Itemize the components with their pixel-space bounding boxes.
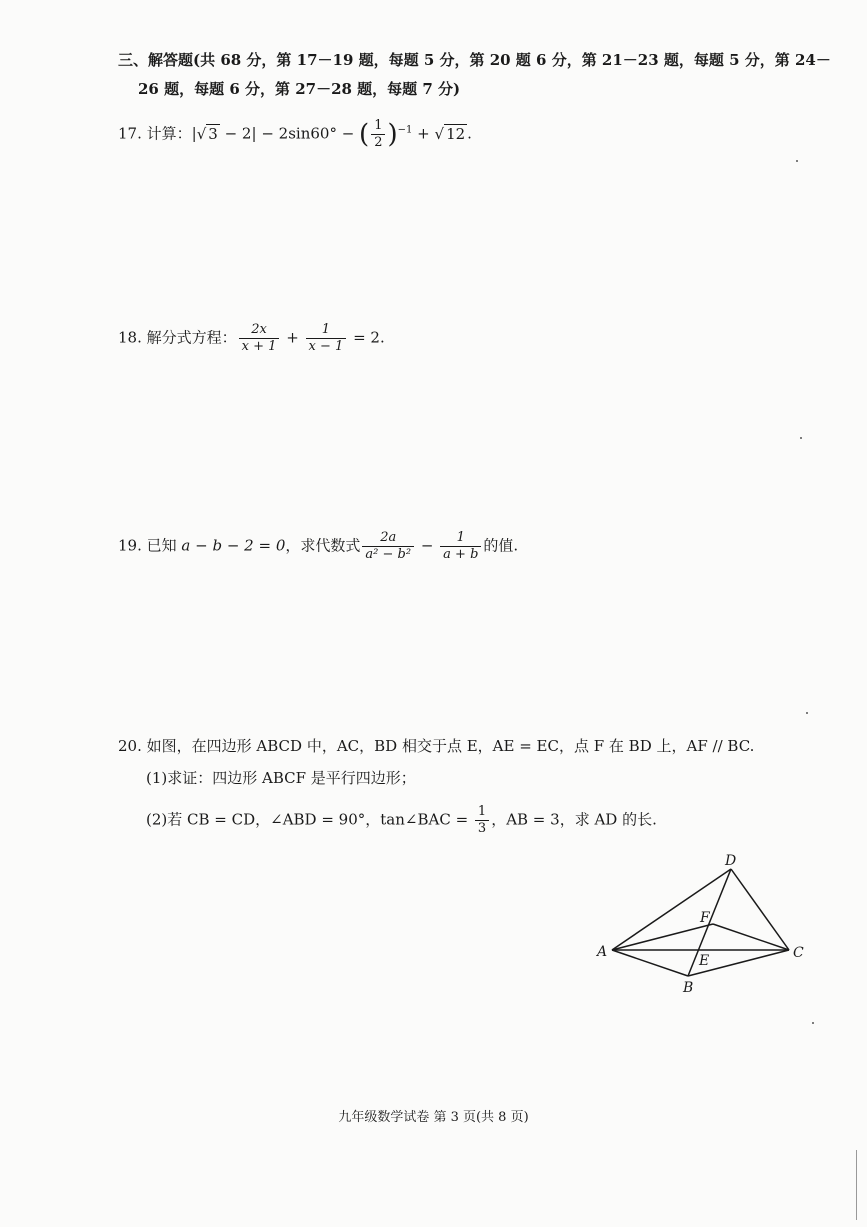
question-20-stem bbox=[118, 736, 754, 756]
geometry-figure bbox=[590, 848, 820, 998]
q17-paren-close: ) bbox=[387, 119, 398, 150]
q19-suffix: 的值. bbox=[483, 536, 519, 555]
question-18 bbox=[118, 322, 385, 355]
q18-fraction-2 bbox=[306, 322, 347, 355]
q18-fraction-1 bbox=[239, 322, 280, 355]
scan-edge-line bbox=[856, 1150, 857, 1220]
q17-half-den: 2 bbox=[374, 135, 383, 150]
q19-frac2-den: a + b bbox=[443, 547, 479, 562]
scan-speck bbox=[800, 437, 802, 439]
q19-mid: ，求代数式 bbox=[285, 536, 361, 555]
label-C: C bbox=[793, 945, 804, 961]
q18-frac2-num: 1 bbox=[306, 322, 347, 339]
q20-tan-fraction bbox=[475, 804, 489, 837]
q19-condition: a − b − 2 = 0 bbox=[181, 536, 286, 555]
sqrt-symbol-icon: √ bbox=[434, 124, 445, 143]
q17-exponent: −1 bbox=[397, 124, 413, 136]
q17-end: . bbox=[467, 124, 472, 143]
q20-number: 20. bbox=[118, 737, 142, 755]
segment-AD bbox=[612, 869, 731, 950]
q18-rhs: = 2. bbox=[348, 328, 385, 347]
q18-frac2-den: x − 1 bbox=[308, 339, 344, 354]
section-header-line2: 26 题，每题 6 分，第 27－28 题，每题 7 分) bbox=[138, 80, 461, 98]
segment-DC bbox=[731, 869, 789, 950]
q19-frac1-den: a² − b² bbox=[365, 547, 412, 562]
q20-stem-text: 如图，在四边形 ABCD 中，AC，BD 相交于点 E，AE = EC，点 F 在 BD 上，AF // BC. bbox=[146, 737, 755, 755]
scan-speck bbox=[812, 1022, 814, 1024]
label-B: B bbox=[683, 980, 694, 996]
segment-AF bbox=[612, 924, 713, 950]
q17-sqrt3 bbox=[197, 124, 220, 144]
q18-number: 18. bbox=[118, 328, 142, 347]
q17-abs-close: | bbox=[251, 124, 257, 143]
q17-minus2: − 2 bbox=[219, 124, 252, 143]
q17-half-num: 1 bbox=[371, 118, 385, 135]
scan-speck bbox=[796, 160, 798, 162]
sqrt-symbol-icon: √ bbox=[196, 124, 207, 143]
q20-part1: (1)求证：四边形 ABCF 是平行四边形； bbox=[146, 769, 416, 787]
q20-tan-den: 3 bbox=[477, 821, 487, 836]
label-D: D bbox=[725, 853, 737, 869]
segment-FC bbox=[713, 924, 789, 950]
q18-frac1-num: 2x bbox=[239, 322, 280, 339]
q17-sqrt12 bbox=[435, 124, 468, 144]
label-A: A bbox=[597, 944, 608, 960]
q17-half-fraction bbox=[371, 118, 385, 151]
q17-radicand-12: 12 bbox=[446, 124, 466, 143]
section-header-line1: 三、解答题(共 68 分，第 17－19 题，每题 5 分，第 20 题 6 分，第 21－23 题，每题 5 分，第 24－ bbox=[118, 51, 831, 69]
q19-frac1-num: 2a bbox=[362, 530, 414, 547]
q20-tan-num: 1 bbox=[475, 804, 489, 821]
q19-frac2-num: 1 bbox=[440, 530, 481, 547]
q17-sin-term: − 2sin60° − bbox=[256, 124, 360, 143]
label-F: F bbox=[700, 910, 710, 926]
q20-part2-pre: (2)若 CB = CD，∠ABD = 90°，tan∠BAC = bbox=[146, 810, 473, 829]
q17-prefix: 计算： bbox=[146, 124, 192, 143]
q19-prefix: 已知 bbox=[146, 536, 182, 555]
segment-AB bbox=[612, 950, 688, 976]
q17-paren-open: ( bbox=[359, 119, 370, 150]
q17-plus: + bbox=[412, 124, 435, 143]
question-19 bbox=[118, 530, 518, 563]
scan-speck bbox=[806, 712, 808, 714]
q18-frac1-den: x + 1 bbox=[241, 339, 277, 354]
page-footer: 九年级数学试卷 第 3 页(共 8 页) bbox=[338, 1110, 529, 1125]
label-E: E bbox=[699, 953, 710, 969]
q19-minus: − bbox=[416, 536, 439, 555]
q19-fraction-1 bbox=[362, 530, 414, 563]
q17-number: 17. bbox=[118, 124, 142, 143]
q17-radicand-3: 3 bbox=[208, 124, 218, 143]
q19-number: 19. bbox=[118, 536, 142, 555]
q20-part2 bbox=[146, 804, 657, 837]
question-17 bbox=[118, 118, 472, 151]
q20-part2-post: ，AB = 3，求 AD 的长. bbox=[491, 810, 657, 829]
q17-abs-open: | bbox=[191, 124, 197, 143]
q18-prefix: 解分式方程： bbox=[146, 328, 237, 347]
q19-fraction-2 bbox=[440, 530, 481, 563]
q18-plus: + bbox=[281, 328, 304, 347]
